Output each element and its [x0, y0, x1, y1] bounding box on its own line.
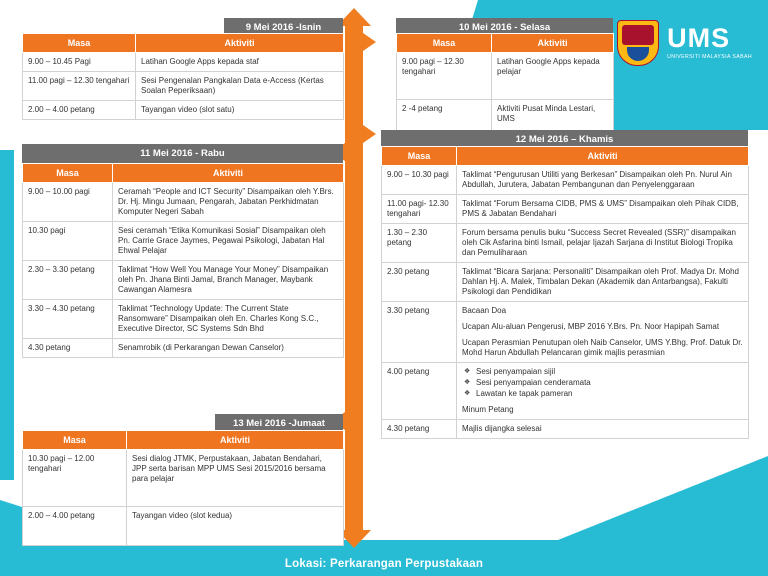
column-header-time: Masa [397, 34, 492, 53]
location-label: Lokasi: Perkarangan Perpustakaan [284, 558, 484, 570]
arrow-right-icon-12mei [363, 125, 376, 143]
column-header-activity: Aktiviti [127, 431, 344, 450]
bullet-item: ❖ Sesi penyampaian cenderamata [474, 378, 743, 389]
column-header-activity: Aktiviti [492, 34, 614, 53]
schedule-table-13mei [22, 430, 344, 546]
table-row [23, 183, 344, 222]
table-header-row [382, 147, 749, 166]
table-header-row [397, 34, 614, 53]
table-row [23, 222, 344, 261]
cell-activity [457, 302, 749, 363]
cell-time: 9.00 – 10.45 Pagi [23, 53, 136, 72]
cell-activity: Aktiviti Pusat Minda Lestari, UMS [492, 100, 614, 141]
cell-activity: Ceramah “People and ICT Security” Disampaikan oleh Y.Brs. Dr. Hj. Mingu Jumaan, Pengarah, Jabatan Perkhidmatan Komputer Negeri Sabah [113, 183, 344, 222]
cell-activity: Tayangan video (slot kedua) [127, 507, 344, 546]
cell-activity: Taklimat “Bicara Sarjana: Personaliti” Disampaikan oleh Prof. Madya Dr. Mohd Dahlan Hj. A. Malek, Timbalan Dekan (Akademik dan Antarbangsa), Fakulti Psikologi dan Pendidikan [457, 263, 749, 302]
bullet-item: ❖ Sesi penyampaian sijil [474, 367, 743, 378]
schedule-table-12mei [381, 146, 749, 439]
cell-activity: Sesi dialog JTMK, Perpustakaan, Jabatan Bendahari, JPP serta barisan MPP UMS Sesi 2015/2016 bersama para pelajar [127, 450, 344, 507]
cell-time: 9.00 pagi – 12.30 tengahari [397, 53, 492, 100]
cell-time: 1.30 – 2.30 petang [382, 224, 457, 263]
bullet-item: ❖ Lawatan ke tapak pameran [474, 389, 743, 400]
table-row [382, 195, 749, 224]
cell-activity: Taklimat “Forum Bersama CIDB, PMS & UMS” Disampaikan oleh Pihak CIDB, PMS & Jabatan Bendahari [457, 195, 749, 224]
cell-activity: Latihan Google Apps kepada staf [136, 53, 344, 72]
cell-time: 2 -4 petang [397, 100, 492, 141]
cell-time: 4.30 petang [23, 339, 113, 358]
schedule-table-9mei [22, 33, 344, 120]
cell-time: 9.00 – 10.30 pagi [382, 166, 457, 195]
table-row [382, 224, 749, 263]
cell-time: 10.30 pagi – 12.00 tengahari [23, 450, 127, 507]
activity-bullet-list [462, 367, 743, 399]
cell-activity: Taklimat “How Well You Manage Your Money” Disampaikan oleh Pn. Jhana Binti Jamal, Branch Manager, Maybank Cawangan Alamesra [113, 261, 344, 300]
cell-activity: Majlis dijangka selesai [457, 420, 749, 439]
table-row [382, 363, 749, 420]
column-header-time: Masa [23, 34, 136, 53]
cell-time: 2.30 petang [382, 263, 457, 302]
cell-activity: Senamrobik (di Perkarangan Dewan Canselor) [113, 339, 344, 358]
table-row [382, 263, 749, 302]
logo-text [667, 25, 752, 60]
logo-subtitle: UNIVERSITI MALAYSIA SABAH [667, 54, 752, 61]
table-row [382, 166, 749, 195]
ums-crest-icon [617, 20, 659, 66]
table-header-row [23, 164, 344, 183]
activity-after: Minum Petang [462, 405, 514, 415]
cell-time: 2.00 – 4.00 petang [23, 507, 127, 546]
table-header-row [23, 34, 344, 53]
table-row [23, 101, 344, 120]
column-header-time: Masa [23, 431, 127, 450]
cell-activity: Taklimat “Technology Update: The Current State Ransomware” Disampaikan oleh En. Charles Kong S.C., Executive Director, SC Systems Sdn Bhd [113, 300, 344, 339]
column-header-activity: Aktiviti [457, 147, 749, 166]
cell-activity: Forum bersama penulis buku “Success Secret Revealed (SSR)” disampaikan oleh Cik Asfarina binti Ismail, pelajar Ijazah Sarjana di Institut Biologi Tropika dan Pemuliharaan [457, 224, 749, 263]
activity-extra-1: Ucapan Alu-aluan Pengerusi, MBP 2016 Y.Brs. Pn. Noor Hapipah Samat [462, 322, 720, 331]
table-row [382, 302, 749, 363]
cell-time: 2.00 – 4.00 petang [23, 101, 136, 120]
date-header-11mei: 11 Mei 2016 - Rabu [22, 144, 343, 163]
activity-extra-2: Ucapan Perasmian Penutupan oleh Naib Canselor, UMS Y.Bhg. Prof. Datuk Dr. Mohd Harun Abdullah Pelancaran gimik majlis perasmian [462, 338, 743, 357]
schedule-table-11mei [22, 163, 344, 358]
date-header-10mei: 10 Mei 2016 - Selasa [396, 18, 613, 37]
table-row [382, 420, 749, 439]
activity-main: Bacaan Doa [462, 306, 507, 315]
table-row [23, 53, 344, 72]
cell-time: 9.00 – 10.00 pagi [23, 183, 113, 222]
cell-time: 4.00 petang [382, 363, 457, 420]
logo-title: UMS [667, 23, 731, 54]
table-row [23, 339, 344, 358]
cell-time: 11.00 pagi – 12.30 tengahari [23, 72, 136, 101]
table-row [23, 261, 344, 300]
cell-time: 2.30 – 3.30 petang [23, 261, 113, 300]
cell-activity: Latihan Google Apps kepada pelajar [492, 53, 614, 100]
date-header-12mei: 12 Mei 2016 – Khamis [381, 130, 748, 149]
table-header-row [23, 431, 344, 450]
ums-logo [617, 20, 752, 66]
date-header-9mei: 9 Mei 2016 -Isnin [224, 18, 343, 37]
cell-time: 3.30 – 4.30 petang [23, 300, 113, 339]
cell-time: 10.30 pagi [23, 222, 113, 261]
arrow-right-icon-10mei [363, 33, 376, 51]
table-row [23, 72, 344, 101]
timeline-spine [345, 24, 363, 532]
cell-time: 11.00 pagi- 12.30 tengahari [382, 195, 457, 224]
cell-activity: Sesi Pengenalan Pangkalan Data e-Access (Kertas Soalan Peperiksaan) [136, 72, 344, 101]
table-row [397, 53, 614, 100]
column-header-activity: Aktiviti [136, 34, 344, 53]
schedule-table-10mei [396, 33, 614, 141]
cell-time: 4.30 petang [382, 420, 457, 439]
column-header-activity: Aktiviti [113, 164, 344, 183]
date-header-13mei: 13 Mei 2016 -Jumaat [215, 414, 343, 433]
cell-activity: Tayangan video (slot satu) [136, 101, 344, 120]
table-row [23, 507, 344, 546]
column-header-time: Masa [23, 164, 113, 183]
cell-activity [457, 363, 749, 420]
column-header-time: Masa [382, 147, 457, 166]
table-row [23, 300, 344, 339]
cell-activity: Taklimat “Pengurusan Utiliti yang Berkesan” Disampaikan oleh Pn. Nurul Ain Abdullah, Jurutera, Jabatan Pembangunan dan Penyelenggaraan [457, 166, 749, 195]
cell-time: 3.30 petang [382, 302, 457, 363]
left-cyan-stripe [0, 150, 14, 480]
table-row [23, 450, 344, 507]
cell-activity: Sesi ceramah “Etika Komunikasi Sosial” Disampaikan oleh Pn. Carrie Grace Jaymes, Pegawai Psikologi, Jabatan Hal Ehwal Pelajar [113, 222, 344, 261]
